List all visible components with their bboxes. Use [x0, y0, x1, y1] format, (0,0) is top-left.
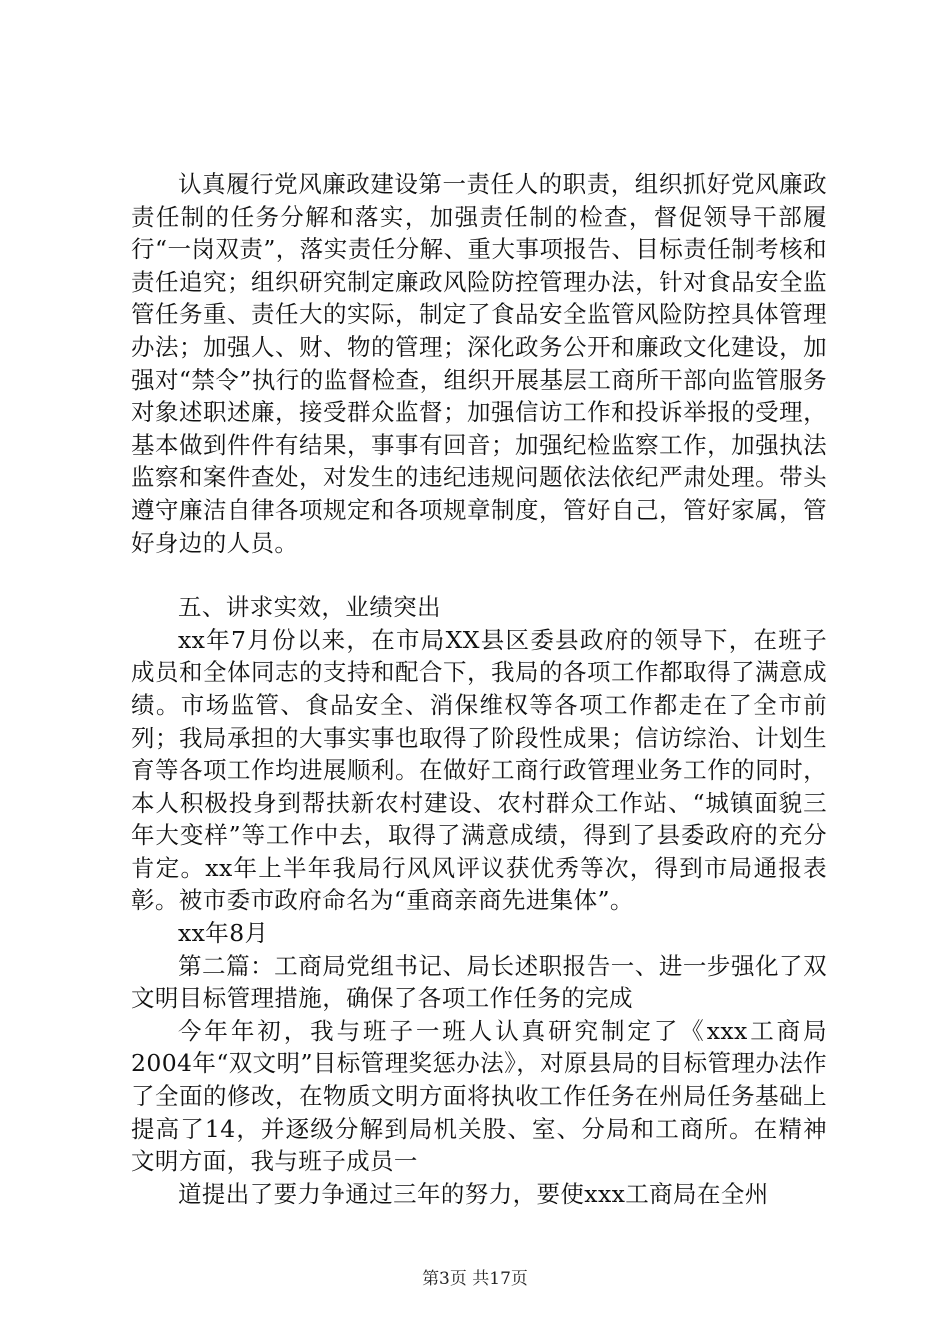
paragraph-second-article-title: 第二篇：工商局党组书记、局长述职报告一、进一步强化了双文明目标管理措施，确保了各项工作任务的完成 [131, 951, 827, 1013]
page-number-footer: 第3页 共17页 [422, 1269, 528, 1289]
paragraph-date: xx年8月 [178, 919, 269, 948]
document-body [131, 168, 827, 1210]
paragraph-achievements: xx年7月份以来，在市局XX县区委县政府的领导下，在班子成员和全体同志的支持和配合下，我局的各项工作都取得了满意成绩。市场监管、食品安全、消保维权等各项工作都走在了全市前列；我局承担的大事实事也取得了阶段性成果；信访综治、计划生育等各项工作均进展顺利。在做好工商行政管理业务工作的同时，本人积极投身到帮扶新农村建设、农村群众工作站、“城镇面貌三年大变样”等工作中去，取得了满意成绩，得到了县委政府的充分肯定。xx年上半年我局行风风评议获优秀等次，得到市局通报表彰。被市委市政府命名为“重商亲商先进集体”。 [131, 625, 827, 915]
paragraph-continuation: 道提出了要力争通过三年的努力，要使xxx工商局在全州 [178, 1179, 769, 1208]
section-heading-five: 五、讲求实效，业绩突出 [178, 593, 441, 622]
paragraph-party-conduct: 认真履行党风廉政建设第一责任人的职责，组织抓好党风廉政责任制的任务分解和落实，加强责任制的检查，督促领导干部履行“一岗双责”，落实责任分解、重大事项报告、目标责任制考核和责任追究；组织研究制定廉政风险防控管理办法，针对食品安全监管任务重、责任大的实际，制定了食品安全监管风险防控具体管理办法；加强人、财、物的管理；深化政务公开和廉政文化建设，加强对“禁令”执行的监督检查，组织开展基层工商所干部向监管服务对象述职述廉，接受群众监督；加强信访工作和投诉举报的受理，基本做到件件有结果，事事有回音；加强纪检监察工作，加强执法监察和案件查处，对发生的违纪违规问题依法依纪严肃处理。带头遵守廉洁自律各项规定和各项规章制度，管好自己，管好家属，管好身边的人员。 [131, 170, 827, 557]
paragraph-target-management: 今年年初，我与班子一班人认真研究制定了《xxx工商局2004年“双文明”目标管理奖惩办法》，对原县局的目标管理办法作了全面的修改，在物质文明方面将执收工作任务在州局任务基础上提高了14，并逐级分解到局机关股、室、分局和工商所。在精神文明方面，我与班子成员一 [131, 1016, 827, 1176]
